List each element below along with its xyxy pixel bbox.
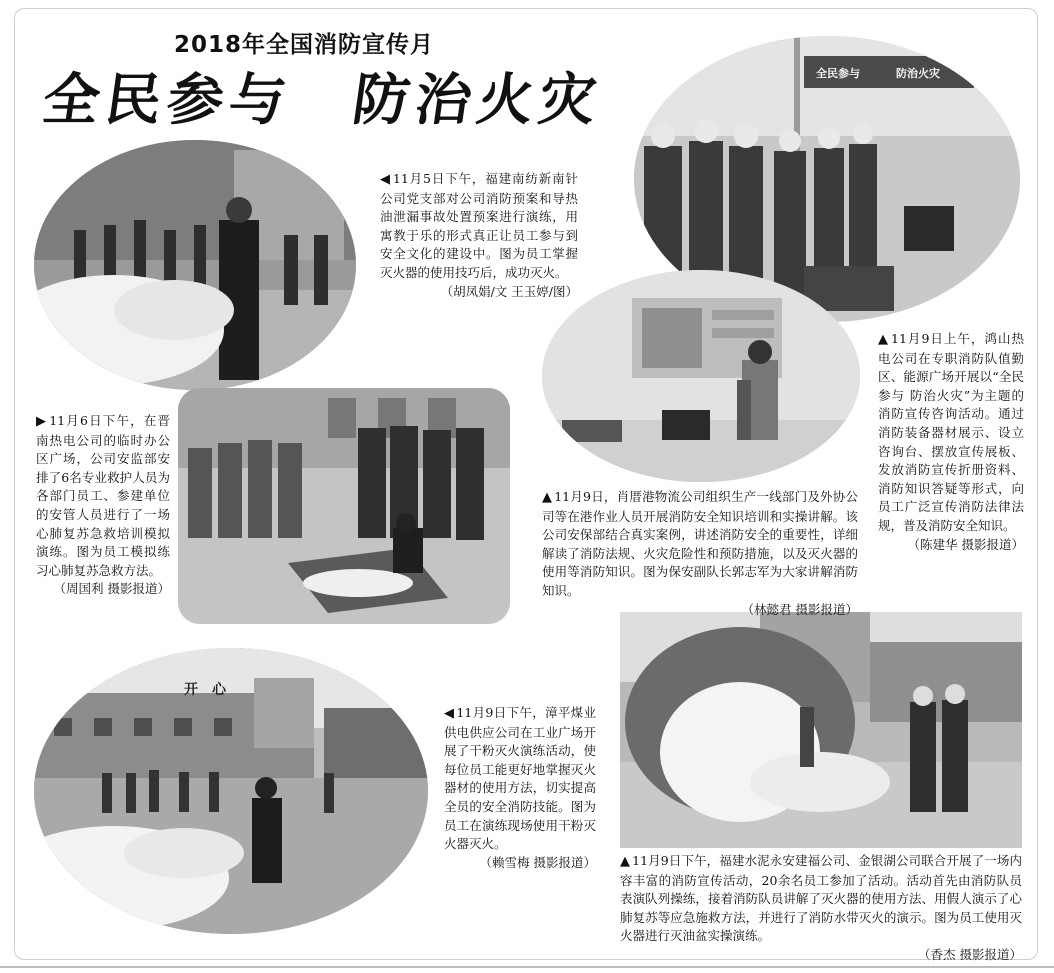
banner-right-text: 防治火灾 (896, 67, 940, 80)
photo-yongan-fire-drill (620, 612, 1022, 848)
caption-credit: （陈建华 摄影报道） (907, 536, 1024, 552)
page-subtitle: 2018年全国消防宣传月 (174, 32, 435, 58)
caption-arrow: ▲ (620, 854, 631, 869)
caption-arrow: ▲ (878, 332, 890, 347)
caption-text: 11月9日下午，漳平煤业供电供应公司在工业广场开展了干粉灭火演练活动，使每位员工能更好地掌握灭火器材的使用方法，切实提高全员的安全消防技能。图为员工在演练现场使用干粉灭火器灭火。 (444, 705, 597, 852)
photo-zhangping-drill (34, 648, 428, 934)
caption-jinnan (36, 412, 170, 599)
caption-text: 11月9日上午，鸿山热电公司在专职消防队值勤区、能源广场开展以“全民参与 防治火灾”为主题的消防宣传咨询活动。通过消防装备器材展示、设立咨询台、摆放宣传展板、发放消防宣传折册资料、消防知识答疑等形式，向员工广泛宣传消防法律法规，普及消防安全知识。 (878, 331, 1025, 533)
caption-arrow: ▶ (36, 414, 48, 429)
caption-credit: （赖雪梅 摄影报道） (479, 854, 596, 870)
banner-left-text: 全民参与 (816, 67, 860, 80)
caption-zhangping (444, 704, 596, 872)
caption-arrow: ▲ (542, 490, 553, 505)
caption-text: 11月9日，肖厝港物流公司组织生产一线部门及外协公司等在港作业人员开展消防安全知识培训和实操讲解。该公司安保部结合真实案例，讲述消防安全的重要性，详细解读了消防法规、火灾危险性和预防措施，以及灭火器的使用等消防知识。图为保安副队长郭志军为大家讲解消防知识。 (542, 489, 858, 598)
caption-xiaocuo (542, 488, 858, 619)
caption-yongan (620, 852, 1022, 965)
caption-text: 11月9日下午，福建水泥永安建福公司、金银湖公司联合开展了一场内容丰富的消防宣传活动，20余名员工参加了活动。活动首先由消防队员表演队列操练，接着消防队员讲解了灭火器的使用方法、用假人演示了心肺复苏等应急施救方法，并进行了消防水带灭火的演示。图为员工使用灭火器进行灭油盆实操演练。 (620, 853, 1022, 944)
caption-credit: （周国利 摄影报道） (53, 581, 170, 597)
photo-extinguisher-drill (34, 140, 356, 390)
page-title: 全民参与 防治火灾 (38, 67, 607, 133)
caption-arrow: ◀ (444, 706, 455, 721)
caption-text: 11月6日下午，在晋南热电公司的临时办公区广场，公司安监部安排了6名专业救护人员为各部门员工、参建单位的安管人员进行了一场心肺复苏急救培训模拟演练。图为员工模拟练习心肺复苏急救方法。 (36, 413, 171, 578)
photo-cpr-training (178, 388, 510, 624)
caption-credit: （胡凤娟/文 王玉婷/图） (440, 283, 578, 299)
building-sign-text: 开 心 (184, 682, 226, 698)
caption-credit: （香杰 摄影报道） (918, 946, 1022, 962)
caption-hongshan (878, 330, 1024, 554)
caption-credit: （林懿君 摄影报道） (741, 601, 858, 617)
photo-xiaocuo-training (542, 270, 860, 482)
caption-text: 11月5日下午，福建南纺新南针公司党支部对公司消防预案和导热油泄漏事故处置预案进行演练，用寓教于乐的形式真正让员工参与到安全文化的建设中。图为员工掌握灭火器的使用技巧后，成功灭火。 (380, 171, 579, 280)
caption-arrow: ◀ (380, 172, 391, 187)
bottom-rule (0, 966, 1054, 968)
caption-nanfang (380, 170, 578, 301)
